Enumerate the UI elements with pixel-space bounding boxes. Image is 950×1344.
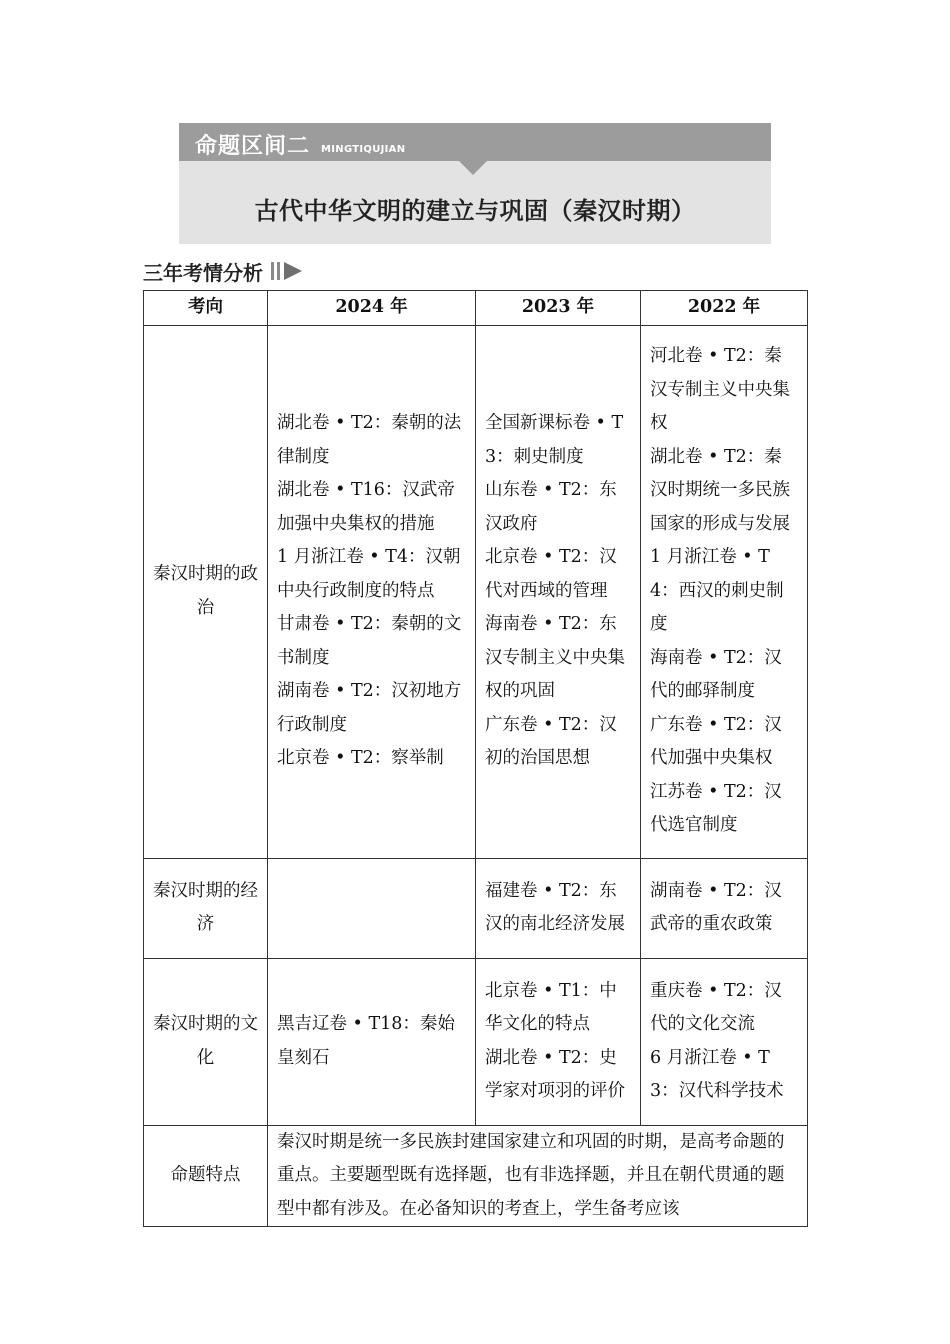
exam-entry: 黑吉辽卷 • T18：秦始皇刻石 — [277, 1014, 455, 1068]
exam-entry: 全国新课标卷 • T3：刺史制度 — [485, 413, 624, 467]
table-row — [144, 958, 808, 1125]
exam-entry: 河北卷 • T2：秦汉专制主义中央集权 — [650, 346, 790, 434]
banner-label: 命题区间二 — [195, 134, 311, 159]
category-cell: 命题特点 — [144, 1125, 268, 1227]
exam-entry: 福建卷 • T2：东汉的南北经济发展 — [485, 880, 625, 934]
table-row — [144, 325, 808, 858]
banner-pinyin: MINGTIQUJIAN — [321, 144, 406, 155]
exam-entry: 山东卷 • T2：东汉政府 — [485, 480, 617, 534]
banner-notch-icon — [459, 161, 487, 175]
exam-entry: 1 月浙江卷 • T4：西汉的刺史制度 — [650, 547, 784, 635]
exam-entry: 甘肃卷 • T2：秦朝的文书制度 — [277, 614, 462, 668]
cell-2024 — [268, 325, 476, 858]
banner-header-strip — [179, 123, 771, 161]
header-2024: 2024 年 — [268, 291, 476, 326]
exam-entry: 海南卷 • T2：汉代的邮驿制度 — [650, 647, 782, 702]
table-header-row — [144, 291, 808, 326]
exam-entry: 江苏卷 • T2：汉代选官制度 — [650, 781, 782, 836]
exam-entry: 广东卷 • T2：汉初的治国思想 — [485, 714, 617, 769]
exam-entry: 湖北卷 • T2：史学家对项羽的评价 — [485, 1047, 625, 1101]
cell-2022 — [641, 325, 808, 858]
cell-2023 — [476, 958, 641, 1125]
cell-2022 — [641, 858, 808, 958]
cell-2023 — [476, 325, 641, 858]
exam-entry: 广东卷 • T2：汉代加强中央集权 — [650, 714, 782, 769]
section-title: 三年考情分析 — [143, 260, 263, 285]
cell-2023 — [476, 858, 641, 958]
exam-entry: 湖北卷 • T2：秦汉时期统一多民族国家的形成与发展 — [650, 446, 790, 534]
feature-text: 秦汉时期是统一多民族封建国家建立和巩固的时期，是高考命题的重点。主要题型既有选择题，也有非选择题，并且在朝代贯通的题型中都有涉及。在必备知识的考查上，学生备考应该 — [268, 1125, 808, 1227]
cell-2024 — [268, 958, 476, 1125]
table-row — [144, 1125, 808, 1227]
table-row — [144, 858, 808, 958]
exam-entry: 北京卷 • T2：察举制 — [277, 748, 444, 769]
header-2023: 2023 年 — [476, 291, 641, 326]
header-2022: 2022 年 — [641, 291, 808, 326]
exam-entry: 湖南卷 • T2：汉初地方行政制度 — [277, 681, 462, 735]
exam-entry: 北京卷 • T2：汉代对西域的管理 — [485, 547, 617, 601]
cell-2022 — [641, 958, 808, 1125]
exam-entry: 6 月浙江卷 • T3：汉代科学技术 — [650, 1047, 784, 1101]
category-cell: 秦汉时期的经济 — [144, 858, 268, 958]
header-topic: 考向 — [144, 291, 268, 326]
exam-entry: 海南卷 • T2：东汉专制主义中央集权的巩固 — [485, 614, 625, 702]
cell-2024 — [268, 858, 476, 958]
exam-entry: 湖北卷 • T16：汉武帝加强中央集权的措施 — [277, 480, 455, 534]
exam-entry: 重庆卷 • T2：汉代的文化交流 — [650, 980, 782, 1034]
exam-analysis-table — [143, 290, 808, 1227]
exam-entry: 湖北卷 • T2：秦朝的法律制度 — [277, 413, 462, 467]
section-banner — [179, 123, 771, 244]
exam-entry: 湖南卷 • T2：汉武帝的重农政策 — [650, 880, 782, 934]
banner-title: 古代中华文明的建立与巩固（秦汉时期） — [254, 197, 696, 225]
category-cell: 秦汉时期的政治 — [144, 325, 268, 858]
exam-entry: 1 月浙江卷 • T4：汉朝中央行政制度的特点 — [277, 547, 461, 601]
category-cell: 秦汉时期的文化 — [144, 958, 268, 1125]
exam-entry: 北京卷 • T1：中华文化的特点 — [485, 980, 617, 1034]
arrow-decoration-icon — [271, 262, 302, 280]
section-heading — [143, 256, 302, 286]
